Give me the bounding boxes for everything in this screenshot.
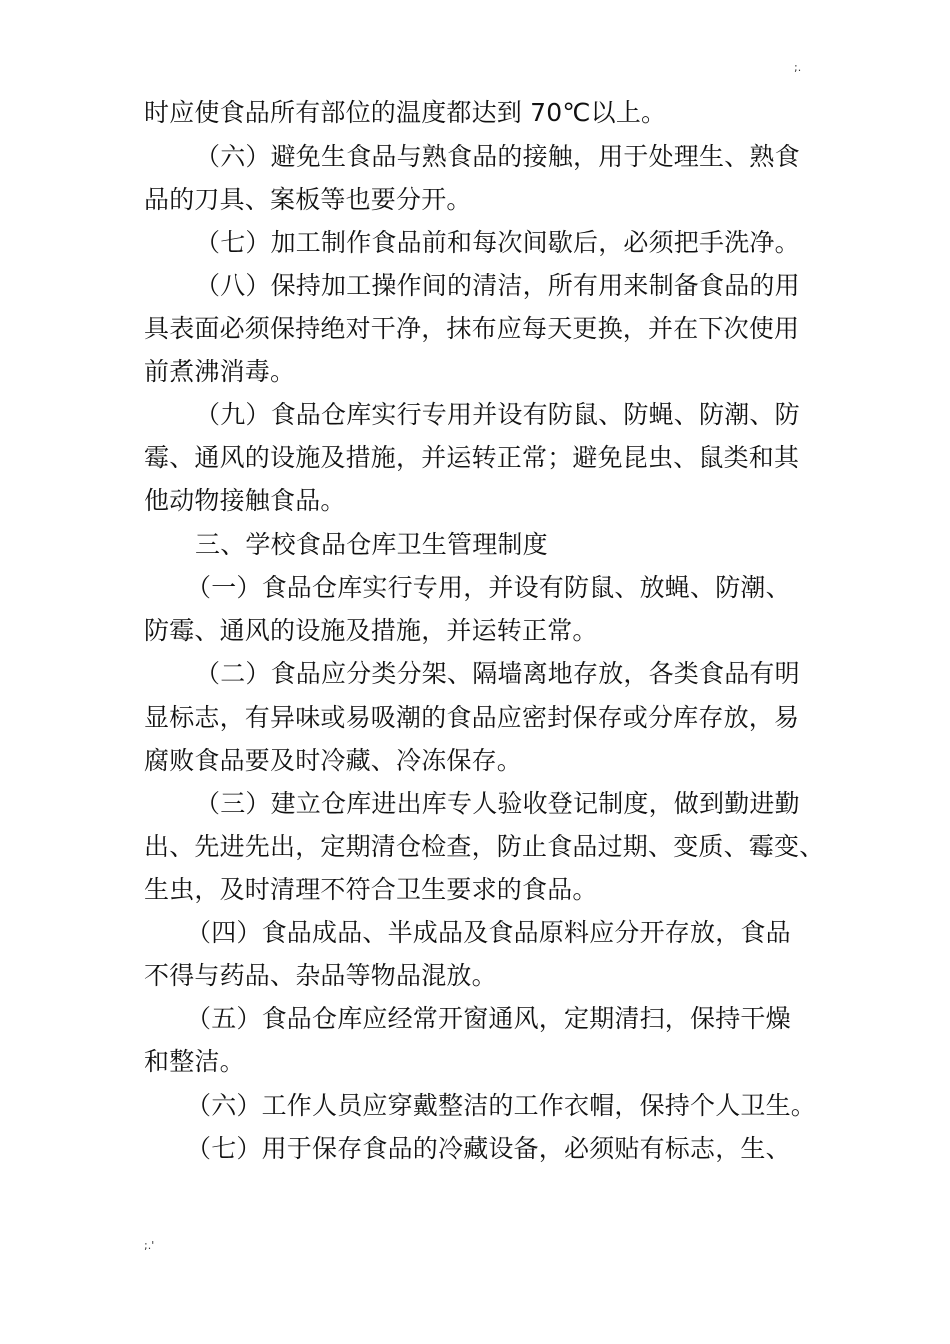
- text-line-17: （三）建立仓库进出库专人验收登记制度，做到勤进勤: [195, 789, 800, 818]
- text-line-13: 防霉、通风的设施及措施，并运转正常。: [144, 616, 598, 645]
- section-heading: 三、学校食品仓库卫生管理制度: [195, 530, 548, 559]
- text-line-9: 霉、通风的设施及措施，并运转正常；避免昆虫、鼠类和其: [144, 443, 800, 472]
- text-line-1: 时应使食品所有部位的温度都达到 70℃以上。: [144, 98, 667, 127]
- footer-mark: ;.': [144, 1239, 155, 1252]
- text-line-23: 和整洁。: [144, 1047, 245, 1076]
- text-line-5: （八）保持加工操作间的清洁，所有用来制备食品的用: [195, 271, 800, 300]
- text-line-4: （七）加工制作食品前和每次间歇后，必须把手洗净。: [195, 228, 800, 257]
- text-line-16: 腐败食品要及时冷藏、冷冻保存。: [144, 746, 523, 775]
- text-line-3: 品的刀具、案板等也要分开。: [144, 185, 472, 214]
- text-line-21: 不得与药品、杂品等物品混放。: [144, 961, 497, 990]
- text-line-6: 具表面必须保持绝对干净，抹布应每天更换，并在下次使用: [144, 314, 800, 343]
- text-line-14: （二）食品应分类分架、隔墙离地存放，各类食品有明: [195, 659, 800, 688]
- text-line-18: 出、先进先出，定期清仓检查，防止食品过期、变质、霉变、: [144, 832, 825, 861]
- text-line-7: 前煮沸消毒。: [144, 357, 296, 386]
- text-line-10: 他动物接触食品。: [144, 486, 346, 515]
- text-line-22: （五）食品仓库应经常开窗通风，定期清扫，保持干燥: [186, 1004, 791, 1033]
- text-line-20: （四）食品成品、半成品及食品原料应分开存放，食品: [186, 918, 791, 947]
- header-mark: ;.: [794, 61, 802, 74]
- text-line-15: 显标志，有异味或易吸潮的食品应密封保存或分库存放，易: [144, 703, 800, 732]
- text-line-24: （六）工作人员应穿戴整洁的工作衣帽，保持个人卫生。: [186, 1091, 817, 1120]
- text-line-8: （九）食品仓库实行专用并设有防鼠、防蝇、防潮、防: [195, 400, 800, 429]
- text-line-12: （一）食品仓库实行专用，并设有防鼠、放蝇、防潮、: [186, 573, 791, 602]
- text-line-2: （六）避免生食品与熟食品的接触，用于处理生、熟食: [195, 142, 800, 171]
- text-line-19: 生虫，及时清理不符合卫生要求的食品。: [144, 875, 598, 904]
- text-line-25: （七）用于保存食品的冷藏设备，必须贴有标志，生、: [186, 1134, 791, 1163]
